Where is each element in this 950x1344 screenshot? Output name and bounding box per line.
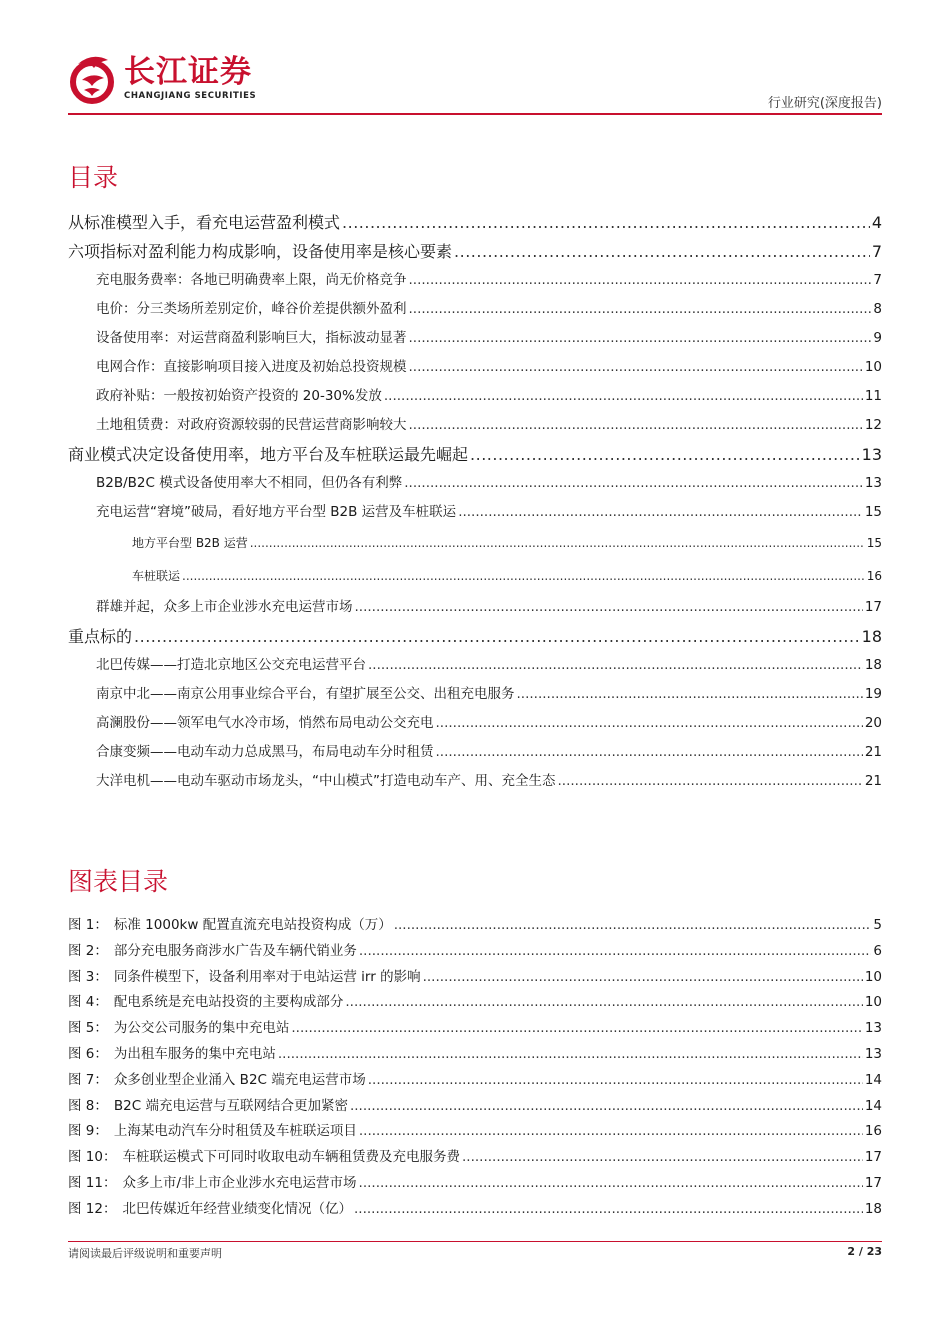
- dot-leader: [409, 266, 872, 295]
- dot-leader: [409, 411, 863, 440]
- dot-leader: [409, 295, 872, 324]
- entry-page-number: 7: [873, 272, 882, 288]
- entry-title: 六项指标对盈利能力构成影响，设备使用率是核心要素: [68, 242, 453, 261]
- entry-title: 车桩联运: [132, 569, 181, 583]
- toc-entry-level-3[interactable]: [68, 527, 882, 560]
- header-divider: [68, 113, 882, 115]
- entry-title: 部分充电服务商涉水广告及车辆代销业务: [113, 942, 357, 959]
- dot-leader: [394, 913, 872, 939]
- entry-page-number: 13: [864, 475, 882, 491]
- entry-page-number: 8: [873, 301, 882, 317]
- toc-entry-level-2[interactable]: [68, 738, 882, 767]
- dot-leader: [404, 469, 863, 498]
- entry-page-number: 18: [864, 657, 882, 673]
- figure-entry[interactable]: [68, 1016, 882, 1042]
- entry-page-number: 21: [864, 773, 882, 789]
- entry-title: 设备使用率：对运营商盈利影响巨大，指标波动显著: [96, 330, 407, 346]
- figure-label: 图 12：: [68, 1200, 117, 1217]
- figure-entry[interactable]: [68, 1094, 882, 1120]
- toc-entry-level-2[interactable]: [68, 680, 882, 709]
- toc-entry-level-2[interactable]: [68, 353, 882, 382]
- entry-page-number: 17: [864, 1149, 882, 1166]
- entry-page-number: 10: [864, 968, 882, 985]
- figure-entry[interactable]: [68, 990, 882, 1016]
- dot-leader: [354, 1197, 863, 1223]
- toc-entry-level-2[interactable]: [68, 411, 882, 440]
- dot-leader: [368, 651, 863, 680]
- toc-entry-level-2[interactable]: [68, 469, 882, 498]
- toc-entry-level-2[interactable]: [68, 295, 882, 324]
- entry-page-number: 17: [864, 1174, 882, 1191]
- entry-title: 电价：分三类场所差别定价，峰谷价差提供额外盈利: [96, 301, 407, 317]
- toc-entry-level-2[interactable]: [68, 709, 882, 738]
- entry-page-number: 5: [873, 917, 882, 933]
- entry-title: 地方平台型 B2B 运营: [132, 536, 248, 550]
- entry-page-number: 18: [861, 627, 882, 646]
- table-of-contents: [68, 208, 882, 796]
- figure-entry[interactable]: [68, 965, 882, 991]
- dot-leader: [558, 767, 863, 796]
- toc-entry-level-2[interactable]: [68, 498, 882, 527]
- dot-leader: [409, 353, 863, 382]
- entry-page-number: 16: [864, 1123, 882, 1140]
- dot-leader: [342, 208, 870, 237]
- entry-title: 重点标的: [68, 627, 133, 646]
- dot-leader: [359, 1119, 863, 1145]
- footer-disclaimer: 请阅读最后评级说明和重要声明: [68, 1247, 222, 1260]
- figure-label: 图 2：: [68, 942, 108, 959]
- entry-page-number: 13: [864, 1045, 882, 1062]
- figure-entry[interactable]: [68, 939, 882, 965]
- entry-page-number: 15: [864, 504, 882, 520]
- entry-page-number: 16: [866, 569, 882, 583]
- dot-leader: [436, 738, 863, 767]
- entry-page-number: 6: [873, 942, 882, 959]
- entry-title: 上海某电动汽车分时租赁及车桩联运项目: [113, 1123, 357, 1140]
- entry-page-number: 13: [864, 1020, 882, 1037]
- entry-title: B2C 端充电运营与互联网结合更加紧密: [113, 1097, 348, 1114]
- entry-page-number: 18: [864, 1200, 882, 1217]
- figure-entry[interactable]: [68, 1145, 882, 1171]
- figure-label: 图 9：: [68, 1123, 108, 1140]
- page-header: [68, 40, 882, 114]
- entry-page-number: 12: [864, 417, 882, 433]
- figure-label: 图 3：: [68, 968, 108, 985]
- entry-page-number: 14: [864, 1071, 882, 1088]
- entry-page-number: 10: [864, 359, 882, 375]
- dot-leader: [384, 382, 863, 411]
- dot-leader: [368, 1068, 863, 1094]
- entry-title: 众多上市/非上市企业涉水充电运营市场: [122, 1174, 357, 1191]
- toc-entry-level-2[interactable]: [68, 266, 882, 295]
- figure-entry[interactable]: [68, 1197, 882, 1223]
- toc-entry-level-2[interactable]: [68, 651, 882, 680]
- toc-title: 目录: [68, 163, 119, 192]
- figure-entry[interactable]: [68, 913, 882, 939]
- toc-entry-level-1[interactable]: [68, 622, 882, 651]
- entry-title: 群雄并起，众多上市企业涉水充电运营市场: [96, 599, 353, 615]
- changjiang-logo-icon: [68, 50, 120, 106]
- entry-title: 南京中北——南京公用事业综合平台，有望扩展至公交、出租充电服务: [96, 686, 515, 702]
- toc-entry-level-1[interactable]: [68, 237, 882, 266]
- entry-title: 众多创业型企业涌入 B2C 端充电运营市场: [113, 1071, 366, 1088]
- entry-title: 大洋电机——电动车驱动市场龙头，“中山模式”打造电动车产、用、充全生态: [96, 773, 556, 789]
- entry-page-number: 21: [864, 744, 882, 760]
- figure-entry[interactable]: [68, 1171, 882, 1197]
- entry-title: 北巴传媒——打造北京地区公交充电运营平台: [96, 657, 366, 673]
- entry-page-number: 13: [861, 445, 882, 464]
- figure-label: 图 8：: [68, 1097, 108, 1114]
- dot-leader: [454, 237, 870, 266]
- company-logo: [68, 50, 256, 106]
- entry-page-number: 9: [873, 330, 882, 346]
- entry-title: 土地租赁费：对政府资源较弱的民营运营商影响较大: [96, 417, 407, 433]
- dot-leader: [355, 593, 863, 622]
- figure-label: 图 10：: [68, 1149, 117, 1166]
- toc-entry-level-3[interactable]: [68, 560, 882, 593]
- entry-title: 车桩联运模式下可同时收取电动车辆租赁费及充电服务费: [122, 1149, 460, 1166]
- figure-label: 图 1：: [68, 917, 108, 933]
- entry-page-number: 17: [864, 599, 882, 615]
- figure-label: 图 7：: [68, 1071, 108, 1088]
- entry-title: B2B/B2C 模式设备使用率大不相同，但仍各有利弊: [96, 475, 403, 491]
- entry-title: 为公交公司服务的集中充电站: [113, 1020, 290, 1037]
- page-number: 2 / 23: [847, 1245, 882, 1258]
- entry-title: 商业模式决定设备使用率，地方平台及车桩联运最先崛起: [68, 445, 469, 464]
- entry-page-number: 15: [866, 536, 882, 550]
- dot-leader: [470, 440, 860, 469]
- dot-leader: [409, 324, 872, 353]
- figure-label: 图 6：: [68, 1045, 108, 1062]
- dot-leader: [345, 990, 862, 1016]
- entry-title: 配电系统是充电站投资的主要构成部分: [113, 994, 344, 1011]
- logo-chinese-name: 长江证券: [124, 54, 252, 90]
- toc-entry-level-1[interactable]: [68, 440, 882, 469]
- entry-page-number: 4: [871, 213, 882, 232]
- figure-label: 图 4：: [68, 994, 108, 1011]
- entry-title: 同条件模型下，设备利用率对于电站运营 irr 的影响: [113, 968, 421, 985]
- dot-leader: [423, 965, 863, 991]
- dot-leader: [350, 1094, 863, 1120]
- dot-leader: [517, 680, 863, 709]
- logo-english-name: CHANGJIANG SECURITIES: [124, 91, 257, 101]
- toc-entry-level-2[interactable]: [68, 767, 882, 796]
- entry-title: 标准 1000kw 配置直流充电站投资构成（万）: [113, 917, 392, 933]
- entry-page-number: 7: [871, 242, 882, 261]
- entry-title: 为出租车服务的集中充电站: [113, 1045, 276, 1062]
- figure-list-title: 图表目录: [68, 867, 169, 896]
- entry-page-number: 10: [864, 994, 882, 1011]
- report-type: 行业研究(深度报告): [767, 96, 882, 111]
- dot-leader: [458, 498, 863, 527]
- entry-page-number: 11: [864, 388, 882, 404]
- dot-leader: [436, 709, 863, 738]
- figure-entry[interactable]: [68, 1068, 882, 1094]
- dot-leader: [359, 1171, 863, 1197]
- toc-entry-level-2[interactable]: [68, 593, 882, 622]
- footer-divider: [68, 1241, 882, 1242]
- dot-leader: [182, 560, 865, 593]
- entry-title: 充电运营“窘境”破局，看好地方平台型 B2B 运营及车桩联运: [96, 504, 457, 520]
- figure-entry[interactable]: [68, 1119, 882, 1145]
- toc-entry-level-2[interactable]: [68, 324, 882, 353]
- entry-title: 电网合作：直接影响项目接入进度及初始总投资规模: [96, 359, 407, 375]
- dot-leader: [359, 939, 872, 965]
- entry-page-number: 19: [864, 686, 882, 702]
- dot-leader: [462, 1145, 863, 1171]
- dot-leader: [250, 527, 865, 560]
- entry-title: 从标准模型入手，看充电运营盈利模式: [68, 213, 341, 232]
- entry-title: 高澜股份——领军电气水冷市场，悄然布局电动公交充电: [96, 715, 434, 731]
- entry-title: 充电服务费率：各地已明确费率上限，尚无价格竞争: [96, 272, 407, 288]
- entry-title: 合康变频——电动车动力总成黑马，布局电动车分时租赁: [96, 744, 434, 760]
- entry-title: 北巴传媒近年经营业绩变化情况（亿）: [122, 1200, 352, 1217]
- figure-label: 图 5：: [68, 1020, 108, 1037]
- entry-title: 政府补贴：一般按初始资产投资的 20-30%发放: [96, 388, 382, 404]
- entry-page-number: 20: [864, 715, 882, 731]
- entry-page-number: 14: [864, 1097, 882, 1114]
- dot-leader: [134, 622, 860, 651]
- figure-entry[interactable]: [68, 1042, 882, 1068]
- toc-entry-level-1[interactable]: [68, 208, 882, 237]
- figure-list: [68, 913, 882, 1223]
- dot-leader: [278, 1042, 863, 1068]
- figure-label: 图 11：: [68, 1174, 117, 1191]
- toc-entry-level-2[interactable]: [68, 382, 882, 411]
- dot-leader: [291, 1016, 862, 1042]
